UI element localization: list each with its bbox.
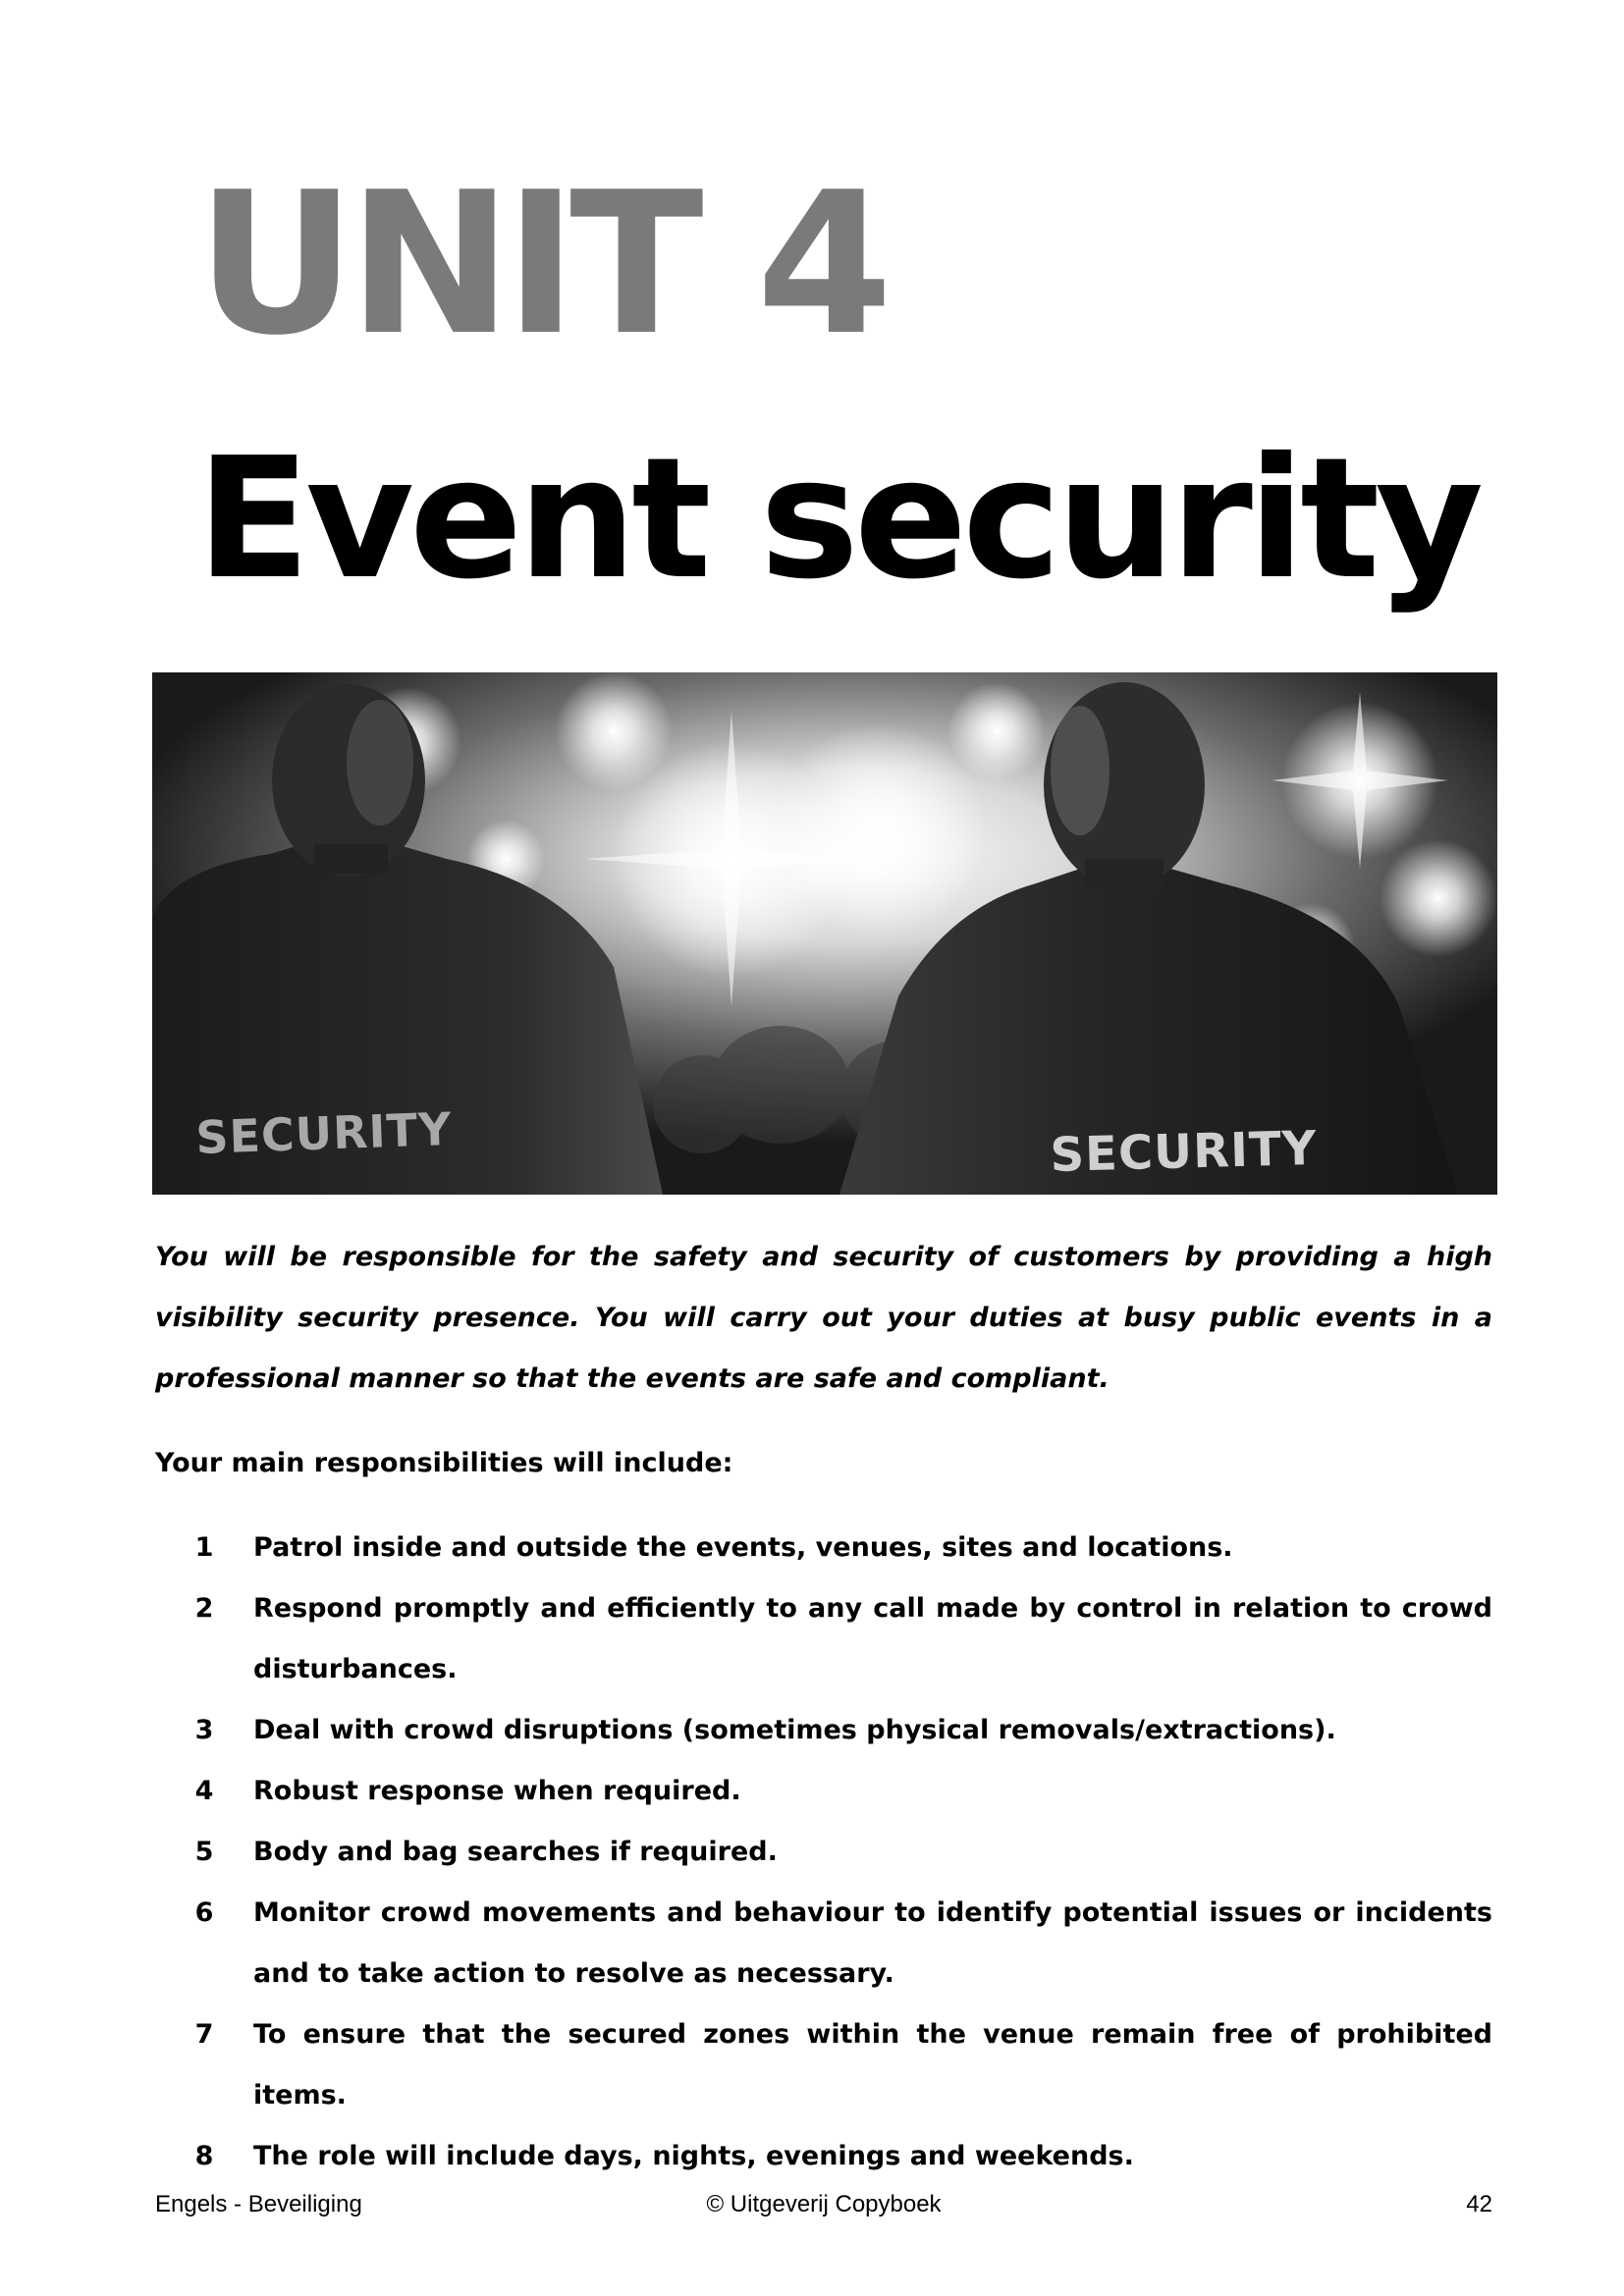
page-footer	[155, 2191, 1492, 2230]
item-text: To ensure that the secured zones within the venue remain free of prohibited items.	[253, 2019, 1492, 2110]
responsibilities-list	[155, 1518, 1492, 2187]
footer-course: Engels - Beveiliging	[155, 2191, 362, 2217]
list-item	[155, 1518, 1492, 1578]
page-number: 42	[1466, 2191, 1492, 2217]
item-text: The role will include days, nights, evenings and weekends.	[253, 2141, 1134, 2171]
item-number: 7	[194, 2019, 214, 2050]
item-number: 5	[194, 1837, 214, 1867]
list-item	[155, 1578, 1492, 1700]
intro-paragraph: You will be responsible for the safety and security of customers by providing a high visibility security presence. You will carry out your duties at busy public events in a professional manner so that the events are safe and compliant.	[155, 1242, 1492, 1394]
security-guards-photo	[152, 672, 1497, 1195]
item-text: Respond promptly and efficiently to any call made by control in relation to crowd disturbances.	[253, 1593, 1492, 1684]
item-text: Deal with crowd disruptions (sometimes physical removals/extractions).	[253, 1715, 1336, 1745]
list-item	[155, 1883, 1492, 2004]
list-item	[155, 1822, 1492, 1883]
list-item	[155, 1761, 1492, 1822]
jacket-label-left: SECURITY	[194, 1101, 454, 1164]
item-number: 4	[194, 1776, 214, 1806]
unit-number: UNIT 4	[196, 150, 886, 379]
footer-copyright: © Uitgeverij Copyboek	[706, 2191, 942, 2217]
item-number: 3	[194, 1715, 214, 1745]
chapter-title: Event security	[196, 422, 1480, 616]
item-number: 1	[194, 1532, 214, 1563]
item-text: Patrol inside and outside the events, venues, sites and locations.	[253, 1532, 1233, 1563]
item-number: 2	[194, 1593, 214, 1624]
item-number: 8	[194, 2141, 214, 2171]
list-item	[155, 2126, 1492, 2187]
list-item	[155, 2004, 1492, 2126]
item-text: Body and bag searches if required.	[253, 1837, 778, 1867]
item-text: Monitor crowd movements and behaviour to identify potential issues or incidents and to take action to resolve as necessary.	[253, 1897, 1492, 1989]
item-text: Robust response when required.	[253, 1776, 741, 1806]
responsibilities-lead: Your main responsibilities will include:	[155, 1448, 733, 1478]
list-item	[155, 1700, 1492, 1761]
item-number: 6	[194, 1897, 214, 1928]
jacket-label-right: SECURITY	[1049, 1120, 1319, 1183]
